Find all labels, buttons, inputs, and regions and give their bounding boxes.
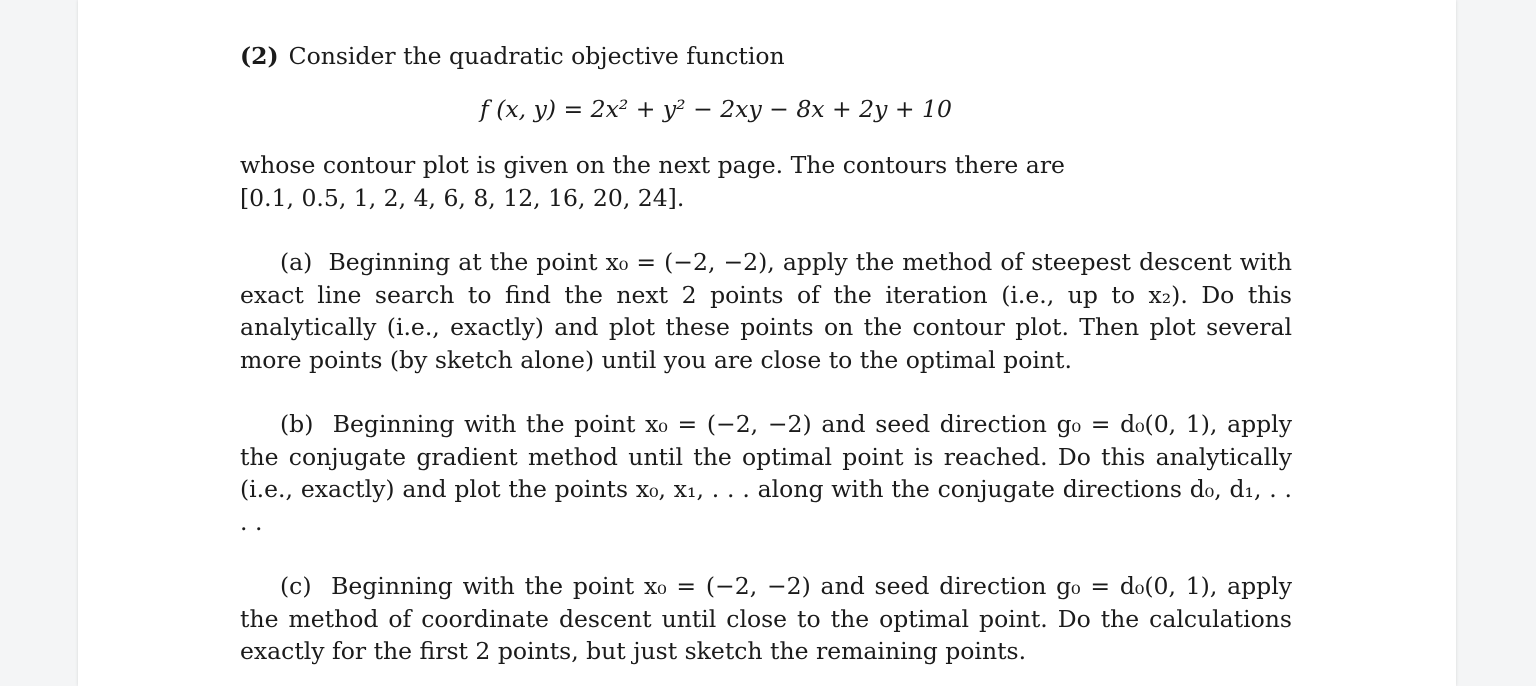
problem-number: (2) [240,42,279,70]
problem-content [240,40,1292,668]
document-page [78,0,1456,686]
part-a [240,246,1292,376]
part-c [240,570,1292,668]
part-b-text: Beginning with the point x₀ = (−2, −2) and seed direction g₀ = d₀(0, 1), apply the conjugate gradient method until the optimal point is reached. Do this analytically (i.e., exactly) and plot the points x₀, x₁, . . . along with the conjugate directions d₀, d₁, . . . . [240,410,1292,536]
part-a-label: (a) [280,248,313,276]
function-equation: f (x, y) = 2x² + y² − 2xy − 8x + 2y + 10 [480,94,952,123]
part-b [240,408,1292,538]
contour-text: whose contour plot is given on the next page. The contours there are [240,151,1065,179]
part-b-label: (b) [280,410,314,438]
problem-intro [240,40,1292,73]
part-c-text: Beginning with the point x₀ = (−2, −2) and seed direction g₀ = d₀(0, 1), apply the method of coordinate descent until close to the optimal point. Do the calculations exactly for the first 2 points, but just sketch the remaining points. [240,572,1292,665]
contour-levels: [0.1, 0.5, 1, 2, 4, 6, 8, 12, 16, 20, 24]. [240,183,685,212]
contour-description [240,149,1292,214]
part-a-text: Beginning at the point x₀ = (−2, −2), apply the method of steepest descent with exact line search to find the next 2 points of the iteration (i.e., up to x₂). Do this analytically (i.e., exactly) and plot these points on the contour plot. Then plot several more points (by sketch alone) until you are close to the optimal point. [240,248,1292,374]
part-c-label: (c) [280,572,312,600]
problem-intro-text: Consider the quadratic objective function [288,42,785,70]
